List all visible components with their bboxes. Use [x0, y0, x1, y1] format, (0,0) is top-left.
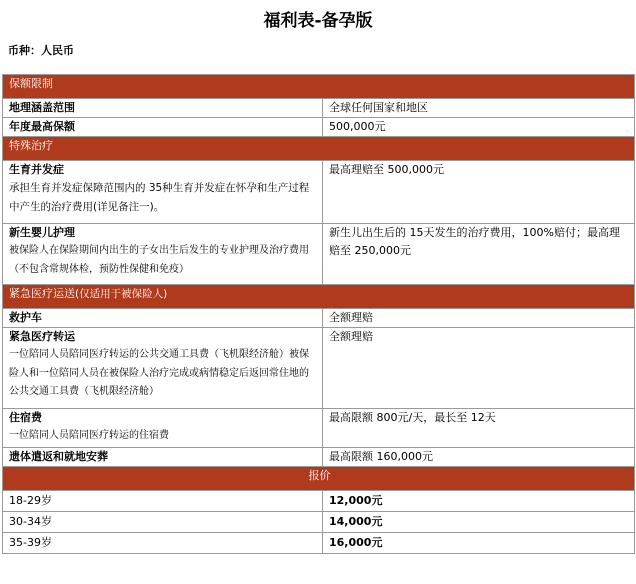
- row-description: 承担生育并发症保障范围内的 35种生育并发症在怀孕和生产过程中产生的治疗费用(详见备注一)。: [9, 182, 310, 213]
- row-value: 最高限额 160,000元: [323, 448, 635, 467]
- row-value: 全额理赔: [323, 328, 635, 409]
- row-label: 住宿费: [9, 411, 42, 424]
- row-description: 被保险人在保险期间内出生的子女出生后发生的专业护理及治疗费用（不包含常规体检，预防性保健和免疫）: [9, 245, 309, 275]
- table-row: [3, 409, 635, 448]
- table-row: [3, 161, 635, 224]
- age-range: 18-29岁: [3, 491, 323, 512]
- table-row: [3, 448, 635, 467]
- age-range: 35-39岁: [3, 533, 323, 554]
- row-label: 生育并发症: [9, 163, 64, 176]
- pricing-header: [3, 467, 635, 491]
- table-row: [3, 328, 635, 409]
- row-label: 地理涵盖范围: [9, 101, 75, 114]
- section-title-text: 紧急医疗运送: [9, 287, 75, 300]
- section-title: 保额限制: [3, 75, 635, 99]
- page-title: 福利表-备孕版: [263, 11, 373, 31]
- premium-price: 14,000元: [323, 512, 635, 533]
- price-row: [3, 512, 635, 533]
- currency-label: 币种：人民币: [8, 44, 74, 57]
- table-row: [3, 309, 635, 328]
- row-label: 遗体遣返和就地安葬: [9, 450, 108, 463]
- row-label: 救护车: [9, 311, 42, 324]
- age-range: 30-34岁: [3, 512, 323, 533]
- section-title: [3, 285, 635, 309]
- row-value: 全球任何国家和地区: [323, 99, 635, 118]
- price-row: [3, 491, 635, 512]
- section-header-limits: [3, 75, 635, 99]
- table-row: [3, 118, 635, 137]
- row-value: 最高限额 800元/天，最长至 12天: [323, 409, 635, 448]
- row-label: 年度最高保额: [9, 120, 75, 133]
- row-label: 紧急医疗转运: [9, 330, 75, 343]
- row-value: 新生儿出生后的 15天发生的治疗费用，100%赔付；最高理赔至 250,000元: [323, 224, 635, 285]
- premium-price: 12,000元: [323, 491, 635, 512]
- row-description: 一位陪同人员陪同医疗转运的住宿费: [9, 430, 169, 441]
- section-header-special: [3, 137, 635, 161]
- section-title: 特殊治疗: [3, 137, 635, 161]
- table-row: [3, 224, 635, 285]
- section-header-emergency: [3, 285, 635, 309]
- section-title-note: (仅适用于被保险人): [75, 288, 168, 300]
- row-value: 500,000元: [323, 118, 635, 137]
- row-value: 最高理赔至 500,000元: [323, 161, 635, 224]
- row-label: 新生婴儿护理: [9, 226, 75, 239]
- pricing-title: 报价: [3, 467, 635, 491]
- row-value: 全额理赔: [323, 309, 635, 328]
- price-row: [3, 533, 635, 554]
- premium-price: 16,000元: [323, 533, 635, 554]
- benefit-table: [2, 74, 635, 554]
- table-row: [3, 99, 635, 118]
- row-description: 一位陪同人员陪同医疗转运的公共交通工具费（飞机限经济舱）被保险人和一位陪同人员在被保险人治疗完成或病情稳定后返回常住地的公共交通工具费（飞机限经济舱）: [9, 349, 309, 397]
